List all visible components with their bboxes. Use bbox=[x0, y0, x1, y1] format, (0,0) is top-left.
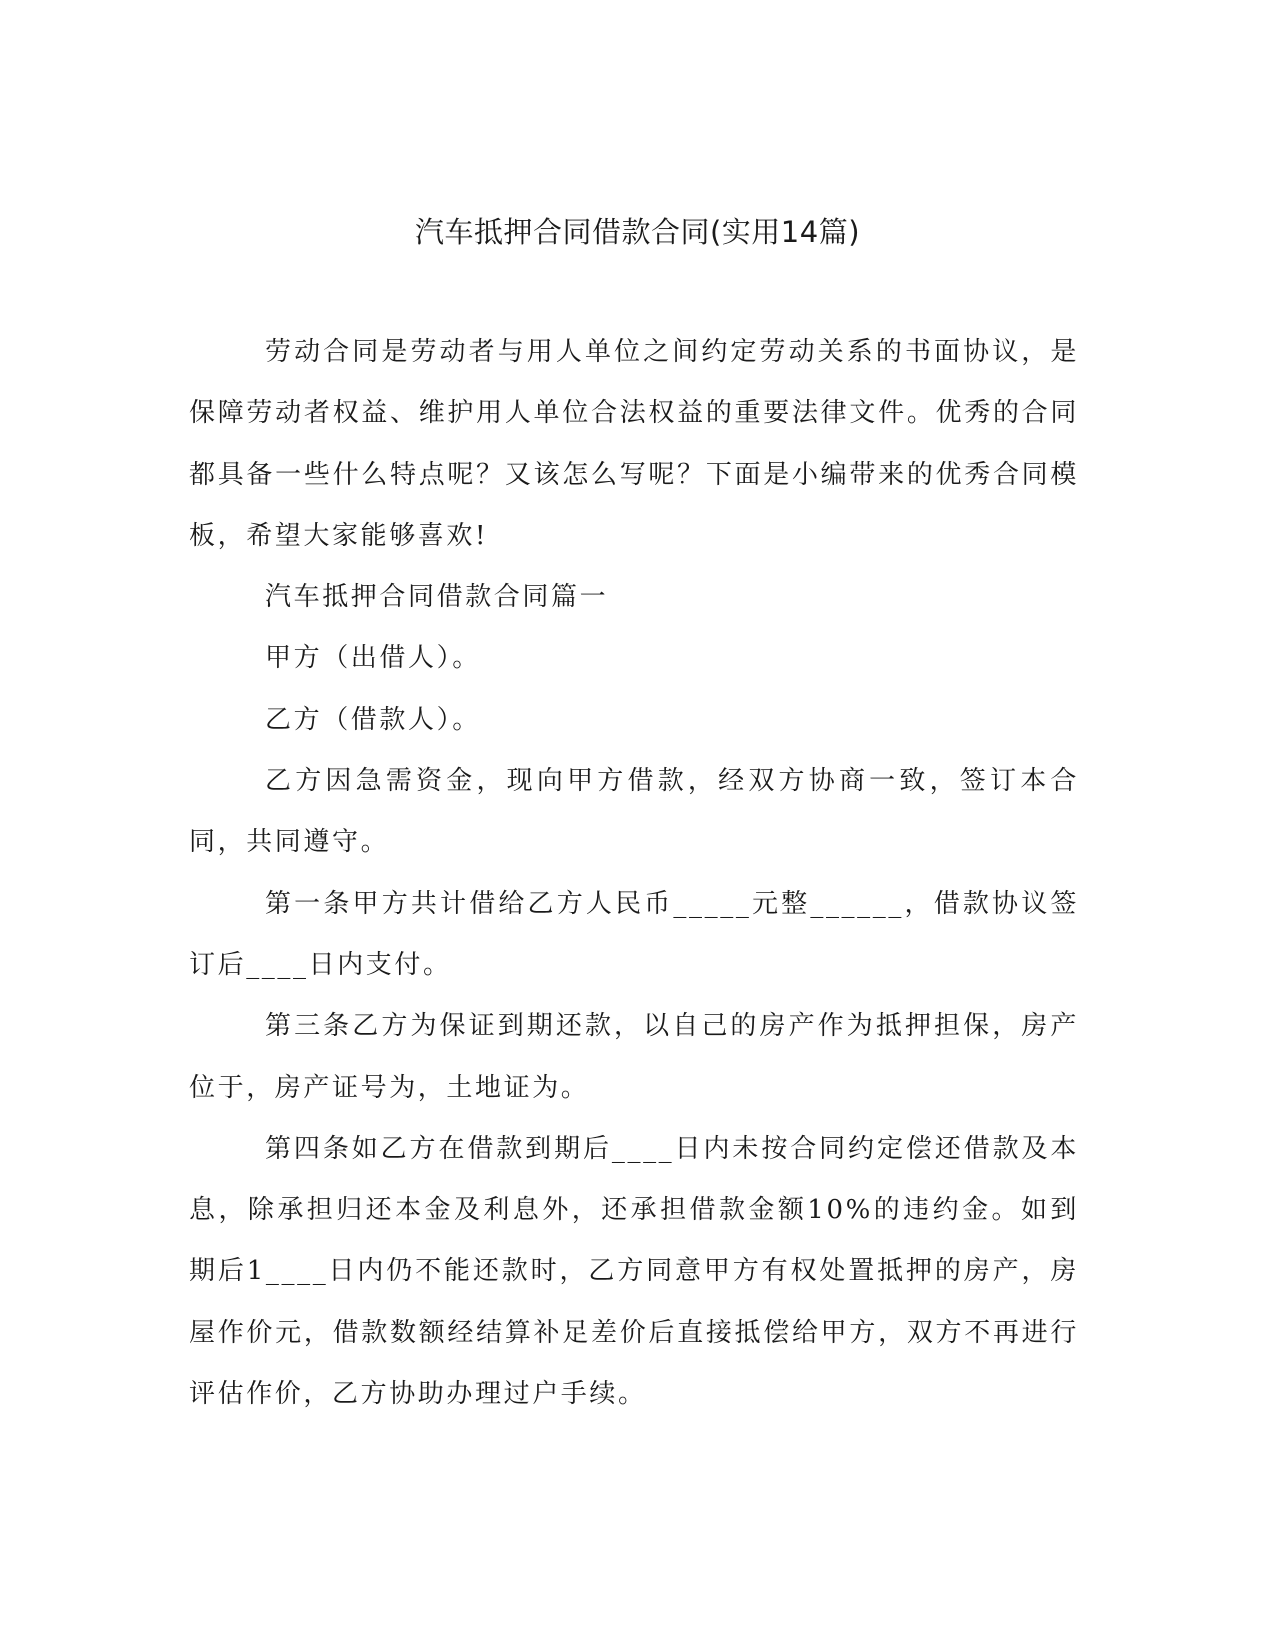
paragraph-party-b: 乙方（借款人）。 bbox=[265, 704, 481, 735]
paragraph-article-3: 第三条乙方为保证到期还款，以自己的房产作为抵押担保，房产位于，房产证号为，土地证为。 bbox=[189, 1011, 1079, 1103]
paragraph-intro: 劳动合同是劳动者与用人单位之间约定劳动关系的书面协议，是保障劳动者权益、维护用人单位合法权益的重要法律文件。优秀的合同都具备一些什么特点呢？又该怎么写呢？下面是小编带来的优秀合同模板，希望大家能够喜欢! bbox=[189, 337, 1079, 551]
paragraph-preamble: 乙方因急需资金，现向甲方借款，经双方协商一致，签订本合同，共同遵守。 bbox=[189, 766, 1079, 858]
document-title: 汽车抵押合同借款合同(实用14篇) bbox=[414, 215, 861, 249]
document-body bbox=[189, 322, 1079, 1425]
section-heading: 汽车抵押合同借款合同篇一 bbox=[265, 582, 609, 613]
paragraph-article-4: 第四条如乙方在借款到期后____日内未按合同约定偿还借款及本息，除承担归还本金及利息外，还承担借款金额10%的违约金。如到期后1____日内仍不能还款时，乙方同意甲方有权处置抵押的房产，房屋作价元，借款数额经结算补足差价后直接抵偿给甲方，双方不再进行评估作价，乙方协助办理过户手续。 bbox=[189, 1133, 1079, 1410]
paragraph-article-1: 第一条甲方共计借给乙方人民币_____元整______，借款协议签订后____日内支付。 bbox=[189, 888, 1079, 980]
paragraph-party-a: 甲方（出借人）。 bbox=[265, 643, 481, 674]
